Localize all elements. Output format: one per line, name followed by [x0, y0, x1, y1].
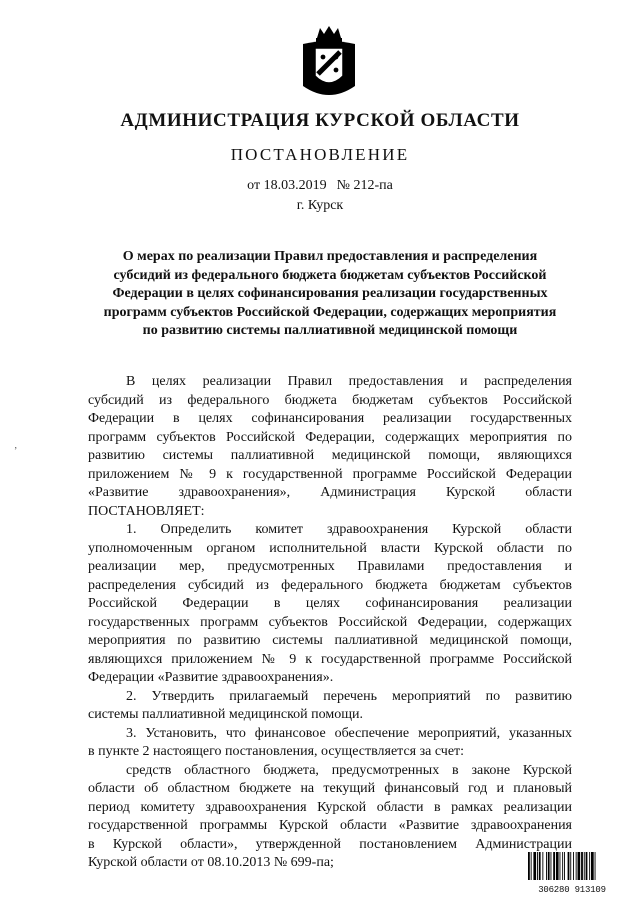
- document-city: г. Курск: [296, 198, 344, 213]
- barcode-bar: [551, 852, 552, 880]
- barcode-bar: [578, 852, 581, 880]
- barcode-bar: [542, 852, 543, 880]
- barcode-digits: 306280 913109: [538, 885, 606, 895]
- body-line: «Развитие здравоохранения», Администрация Курской области: [88, 485, 572, 500]
- body-line: государственных программ субъектов Российской Федерации, содержащих: [88, 614, 572, 630]
- body-line: развитию системы паллиативной медицинской помощи, являющихся: [88, 448, 572, 463]
- body-line: системы паллиативной медицинской помощи.: [88, 707, 364, 722]
- barcode-bar: [546, 852, 547, 880]
- barcode-bar: [560, 852, 561, 880]
- document-type: ПОСТАНОВЛЕНИЕ: [230, 145, 410, 164]
- barcode-bar: [528, 852, 530, 880]
- body-line: субсидий из федерального бюджета бюджетам субъектов Российской: [88, 392, 572, 408]
- body-line: В целях реализации Правил предоставления и распределения: [126, 374, 572, 389]
- barcode-bar: [553, 852, 555, 880]
- title-line: программ субъектов Российской Федерации, содержащих мероприятия: [103, 304, 557, 320]
- document-body: [88, 373, 572, 873]
- barcode-bar: [556, 852, 559, 880]
- barcode-bar: [573, 852, 574, 880]
- barcode-bar: [591, 852, 594, 880]
- document-title: [82, 248, 578, 341]
- body-line: области об областном бюджете на текущий финансовый год и плановый: [88, 781, 572, 796]
- barcode-bar: [562, 852, 563, 880]
- body-line: средств областного бюджета, предусмотренных в законе Курской: [126, 762, 572, 778]
- body-line: мероприятия по развитию системы паллиативной медицинской помощи,: [88, 633, 572, 648]
- title-line: О мерах по реализации Правил предоставления и распределения: [122, 249, 538, 264]
- barcode-bar: [539, 852, 541, 880]
- barcode-bars: [528, 852, 616, 880]
- margin-mark: ‚: [14, 440, 18, 451]
- body-line: 3. Установить, что финансовое обеспечение мероприятий, указанных: [126, 725, 572, 741]
- barcode-bar: [533, 852, 536, 880]
- body-line: реализации мер, предусмотренных Правилами предоставления и: [88, 559, 572, 574]
- body-line: ПОСТАНОВЛЯЕТ:: [88, 503, 205, 519]
- body-line: в пункте 2 настоящего постановления, осуществляется за счет:: [88, 744, 465, 759]
- body-line: государственной программы Курской области «Развитие здравоохранения: [88, 818, 572, 833]
- barcode-bar: [570, 852, 571, 880]
- body-line: период комитету здравоохранения Курской области в рамках реализации: [88, 799, 572, 815]
- body-line: являющихся приложением № 9 к государственной программе Российской: [88, 651, 572, 667]
- body-line: Российской Федерации в целях софинансирования реализации: [88, 596, 572, 611]
- barcode-bar: [537, 852, 538, 880]
- barcode-bar: [589, 852, 590, 880]
- barcode-bar: [581, 852, 583, 880]
- title-line: Федерации в целях софинансирования реализации государственных: [112, 286, 548, 301]
- body-line: в Курской области», утвержденной постановлением Администрации: [88, 836, 572, 852]
- barcode-bar: [548, 852, 550, 880]
- barcode-bar: [586, 852, 588, 880]
- barcode-bar: [595, 852, 596, 880]
- barcode-bar: [576, 852, 577, 880]
- body-line: Курской области от 08.10.2013 № 699-па;: [88, 855, 334, 870]
- body-line: распределения субсидий из федерального бюджета бюджетам субъектов: [88, 577, 572, 593]
- body-line: 1. Определить комитет здравоохранения Курской области: [126, 522, 572, 537]
- date-number-line: [0, 178, 640, 194]
- organization-name: АДМИНИСТРАЦИЯ КУРСКОЙ ОБЛАСТИ: [120, 110, 520, 131]
- body-line: 2. Утвердить прилагаемый перечень мероприятий по развитию: [126, 688, 572, 704]
- body-line: Федерации в целях софинансирования реализации государственных: [88, 411, 572, 426]
- barcode-bar: [564, 852, 565, 880]
- barcode: [528, 852, 616, 894]
- barcode-bar: [568, 852, 570, 880]
- body-line: приложением № 9 к государственной программе Российской Федерации: [88, 466, 572, 482]
- title-line: по развитию системы паллиативной медицинской помощи: [142, 323, 518, 338]
- document-number: № 212-па: [336, 178, 393, 193]
- body-line: Федерации «Развитие здравоохранения».: [88, 670, 334, 685]
- barcode-bar: [584, 852, 585, 880]
- barcode-bar: [531, 852, 532, 880]
- title-line: субсидий из федерального бюджета бюджетам субъектов Российской: [113, 267, 547, 283]
- document-date: от 18.03.2019: [247, 178, 327, 193]
- coat-of-arms-icon: [300, 24, 358, 100]
- body-line: уполномоченным органом исполнительной власти Курской области по: [88, 540, 572, 556]
- body-line: программ субъектов Российской Федерации, содержащих мероприятия по: [88, 429, 572, 445]
